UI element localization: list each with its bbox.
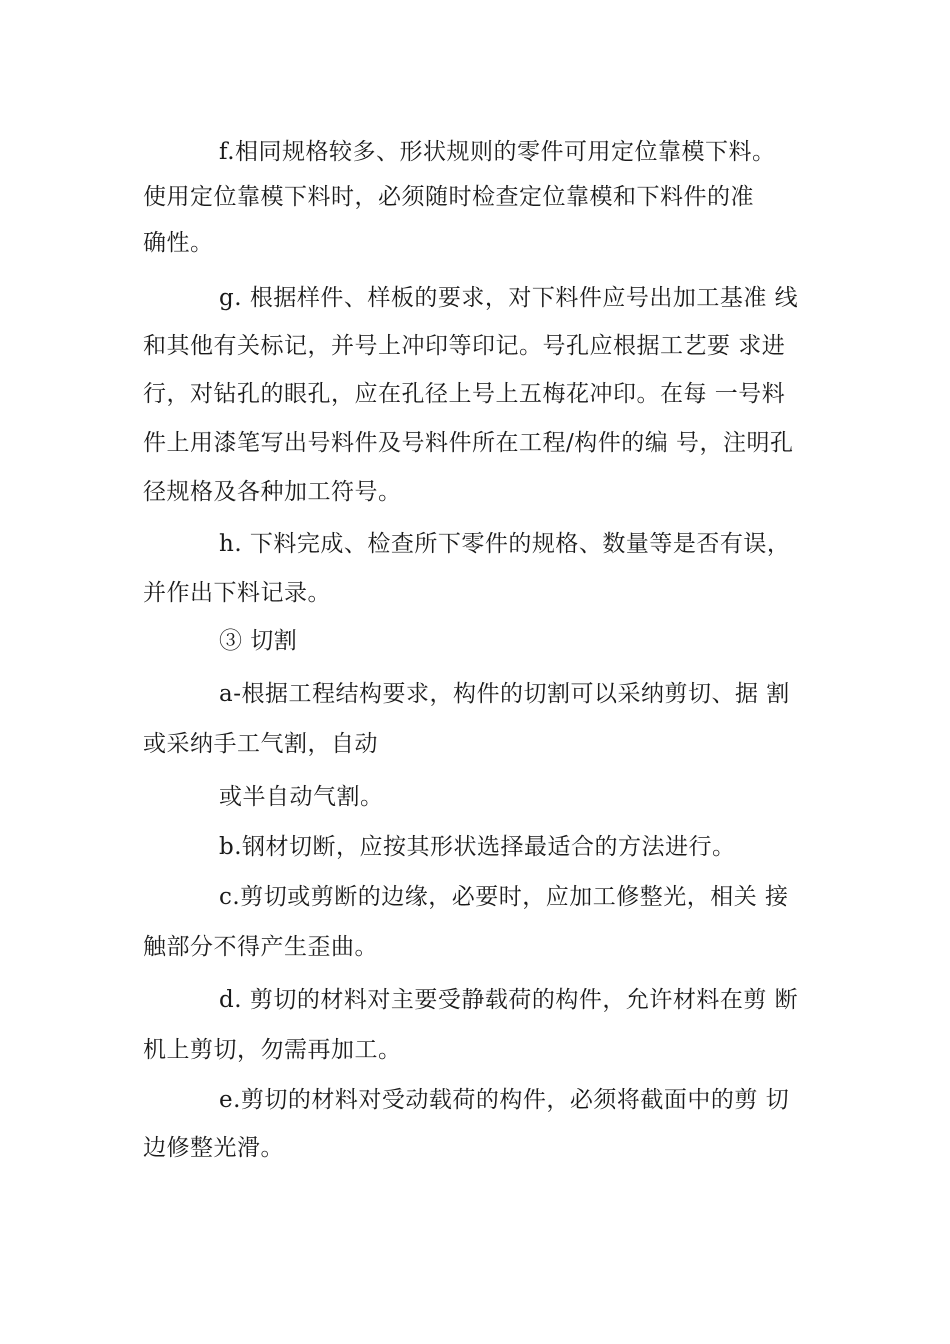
section-heading: ③ 切割 xyxy=(219,628,298,654)
text-line: 件上用漆笔写出号料件及号料件所在工程/构件的编 号，注明孔 xyxy=(143,430,794,456)
text-line: 触部分不得产生歪曲。 xyxy=(143,934,378,960)
text-line: 径规格及各种加工符号。 xyxy=(143,479,402,505)
text-line: b.钢材切断，应按其形状选择最适合的方法进行。 xyxy=(219,834,736,860)
text-line: 使用定位靠模下料时，必须随时检查定位靠模和下料件的准 xyxy=(143,184,754,210)
text-line: e.剪切的材料对受动载荷的构件，必须将截面中的剪 切 xyxy=(219,1087,790,1113)
text-line: 边修整光滑。 xyxy=(143,1135,284,1161)
text-line: 并作出下料记录。 xyxy=(143,580,331,606)
text-line: 或采纳手工气割，自动 xyxy=(143,731,378,757)
text-line: d. 剪切的材料对主要受静载荷的构件，允许材料在剪 断 xyxy=(219,987,799,1013)
text-line: f.相同规格较多、形状规则的零件可用定位靠模下料。 xyxy=(219,139,776,165)
text-line: 或半自动气割。 xyxy=(219,784,384,810)
text-line: 和其他有关标记，并号上冲印等印记。号孔应根据工艺要 求进 xyxy=(143,333,786,359)
text-line: 确性。 xyxy=(143,230,214,256)
text-line: h. 下料完成、检查所下零件的规格、数量等是否有误， xyxy=(219,531,791,557)
text-line: a-根据工程结构要求，构件的切割可以采纳剪切、据 割 xyxy=(219,681,790,707)
text-line: c.剪切或剪断的边缘，必要时，应加工修整光，相关 接 xyxy=(219,884,789,910)
text-line: g. 根据样件、样板的要求，对下料件应号出加工基准 线 xyxy=(219,285,799,311)
text-line: 机上剪切，勿需再加工。 xyxy=(143,1037,402,1063)
text-line: 行，对钻孔的眼孔，应在孔径上号上五梅花冲印。在每 一号料 xyxy=(143,381,786,407)
